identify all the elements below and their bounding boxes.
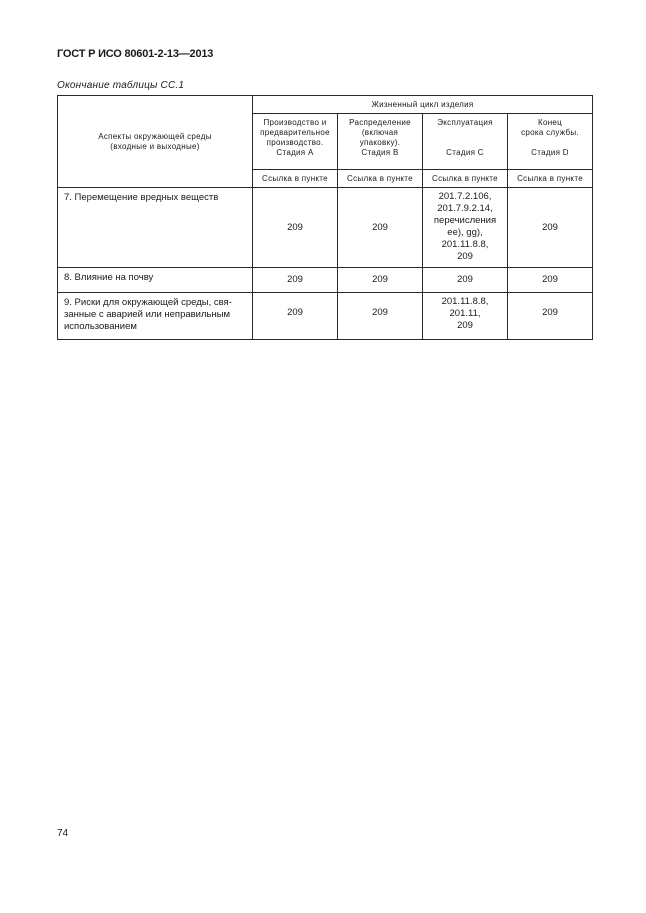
environmental-aspects-table: [57, 95, 593, 340]
ref-label-c: Ссылка в пункте: [423, 170, 508, 188]
stage-a-desc: предварительное: [260, 128, 330, 137]
ref-line: 209: [542, 307, 558, 318]
aspect-text: 8. Влияние на почву: [64, 272, 154, 283]
ref-line: 209: [457, 320, 473, 331]
stage-d-desc: срока службы.: [521, 128, 579, 137]
aspect-cell: [58, 293, 253, 340]
ref-line: 201.7.2.106,: [438, 191, 492, 202]
stage-b-desc: упаковку).: [359, 138, 401, 147]
table-row: [58, 268, 593, 293]
stage-b-header: [338, 114, 423, 170]
stage-b-name: Стадия В: [361, 148, 399, 157]
stage-a-desc: производство.: [266, 138, 324, 147]
stage-a-name: Стадия А: [276, 148, 314, 157]
stage-d-value: [508, 293, 593, 340]
ref-line: перечисления: [433, 215, 497, 226]
stage-d-value: 209: [508, 268, 593, 293]
document-header: ГОСТ Р ИСО 80601-2-13—2013: [57, 48, 214, 60]
page-number: 74: [57, 828, 69, 839]
ref-line: 201.11,: [449, 308, 481, 319]
ref-line: 209: [372, 307, 388, 318]
ref-line: ee), gg),: [447, 227, 483, 238]
ref-label-b: Ссылка в пункте: [338, 170, 423, 188]
ref-line: 209: [287, 307, 303, 318]
stage-c-value: [423, 188, 508, 268]
table-caption: Окончание таблицы СС.1: [57, 80, 185, 91]
stage-b-desc: Распределение: [349, 118, 411, 127]
stage-a-value: 209: [253, 268, 338, 293]
lifecycle-header: Жизненный цикл изделия: [253, 96, 593, 114]
stage-d-name: Стадия D: [531, 148, 569, 157]
ref-label-a: Ссылка в пункте: [253, 170, 338, 188]
ref-line: 209: [457, 251, 473, 262]
stage-c-value: [423, 293, 508, 340]
aspect-text: занные с аварией или неправильным: [64, 309, 231, 320]
aspect-text: использованием: [64, 321, 137, 332]
table-row: [58, 188, 593, 268]
stage-c-value: 209: [423, 268, 508, 293]
stage-a-header: [253, 114, 338, 170]
stage-b-desc: (включая: [361, 128, 399, 137]
aspects-header-line: Аспекты окружающей среды: [98, 131, 212, 141]
stage-c-desc: Эксплуатация: [437, 118, 493, 127]
ref-label-d: Ссылка в пункте: [508, 170, 593, 188]
stage-d-header: [508, 114, 593, 170]
aspects-header-cell: [58, 96, 253, 188]
stage-b-value: [338, 293, 423, 340]
aspects-header-line: (входные и выходные): [110, 141, 200, 151]
table-row: [58, 293, 593, 340]
stage-a-desc: Производство и: [263, 118, 327, 127]
ref-line: 201.11.8.8,: [441, 296, 489, 307]
stage-d-desc: Конец: [537, 118, 563, 127]
aspect-cell: [58, 188, 253, 268]
aspect-text: 9. Риски для окружающей среды, свя-: [64, 297, 232, 308]
ref-line: 201.7.9.2.14,: [437, 203, 493, 214]
stage-b-value: 209: [338, 268, 423, 293]
aspect-cell: [58, 268, 253, 293]
stage-d-value: 209: [508, 188, 593, 268]
aspect-text: 7. Перемещение вредных веществ: [64, 192, 219, 203]
stage-a-value: 209: [253, 188, 338, 268]
ref-line: 201.11.8.8,: [441, 239, 489, 250]
stage-c-header: [423, 114, 508, 170]
stage-a-value: [253, 293, 338, 340]
stage-c-name: Стадия С: [446, 148, 484, 157]
stage-b-value: 209: [338, 188, 423, 268]
